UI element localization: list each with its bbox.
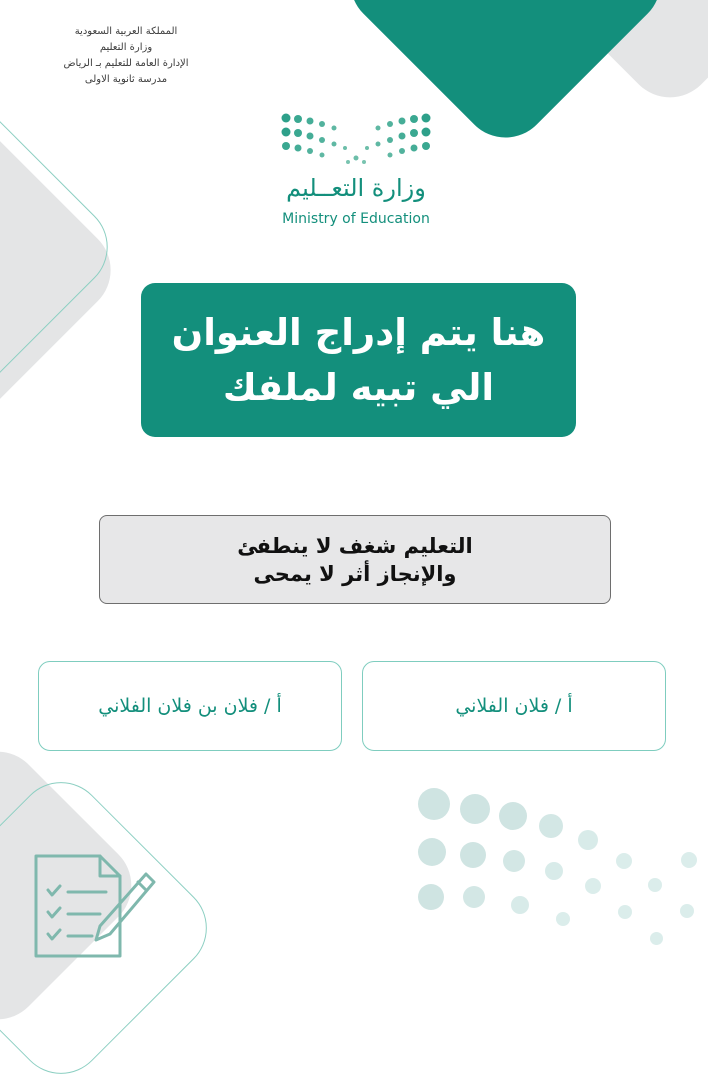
ministry-logo-dots-icon <box>278 110 434 168</box>
ministry-logo-english: Ministry of Education <box>282 211 430 227</box>
ministry-logo-arabic: وزارة التعــليم <box>286 174 426 202</box>
name-left-text: أ / فلان بن فلان الفلاني <box>98 695 282 717</box>
name-box-right <box>362 661 666 751</box>
slogan-line-1: التعليم شغف لا ينطفئ <box>237 533 473 558</box>
title-box <box>141 283 576 437</box>
header-line-school: مدرسة ثانوية الاولى <box>84 74 168 85</box>
name-right-text: أ / فلان الفلاني <box>455 695 573 717</box>
header-line-administration: الإدارة العامة للتعليم بـ الرياض <box>63 58 189 69</box>
left-outline-shape <box>0 56 126 438</box>
header-line-country: المملكة العربية السعودية <box>74 26 178 37</box>
header-line-ministry: وزارة التعليم <box>99 42 153 53</box>
name-box-left <box>38 661 342 751</box>
checklist-pencil-icon <box>28 850 156 975</box>
title-line-1: هنا يتم إدراج العنوان <box>171 311 546 354</box>
header-block <box>26 24 226 88</box>
title-line-2: الي تبيه لملفك <box>222 366 495 409</box>
slogan-line-2: والإنجاز أثر لا يمحى <box>253 561 457 586</box>
slogan-box <box>99 515 611 604</box>
